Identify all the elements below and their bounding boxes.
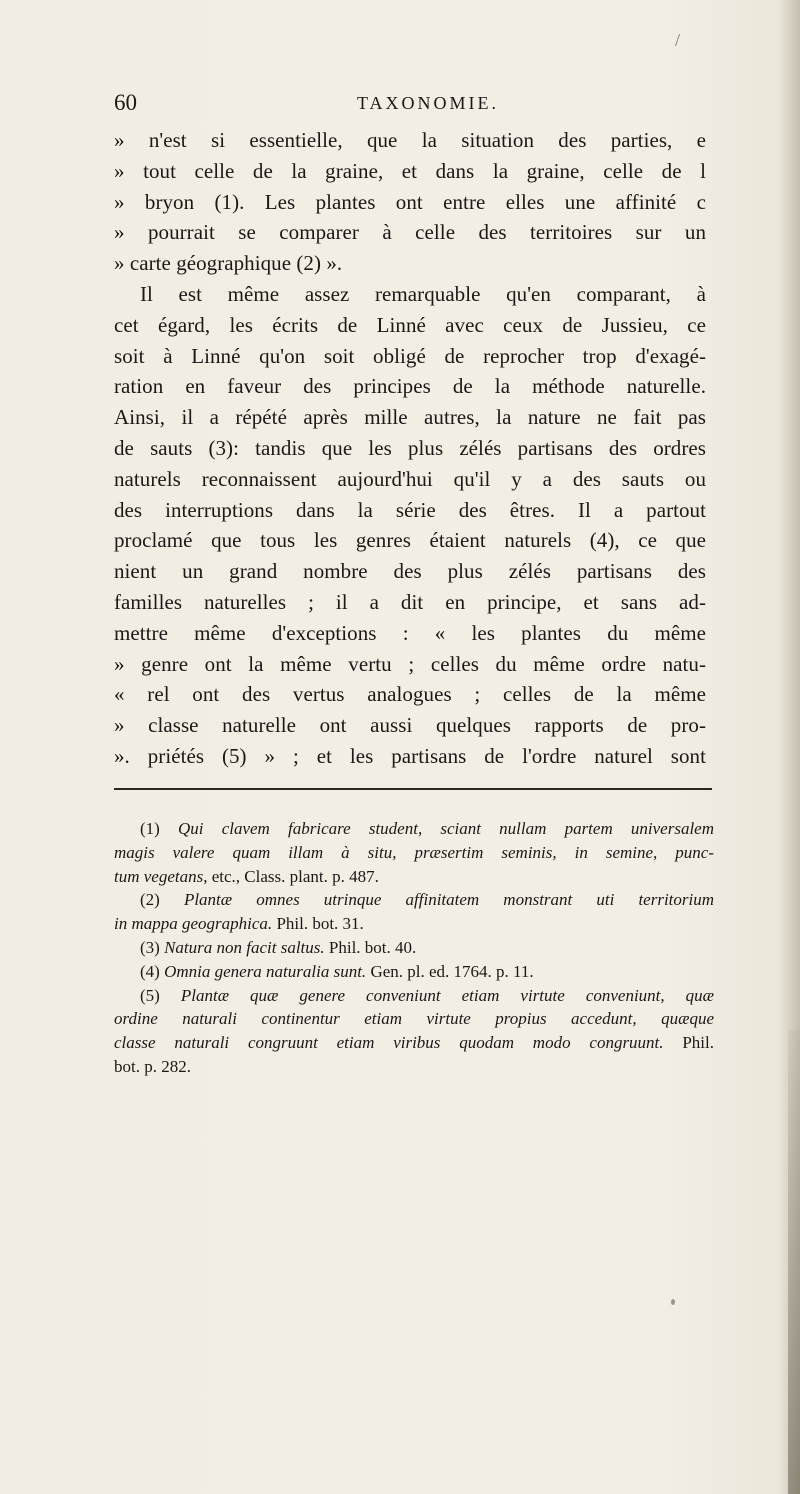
body-line: soit à Linné qu'on soit obligé de reprocher trop d'exagé- [114, 343, 706, 368]
footnote-latin: Qui clavem fabricare student, sciant nullam partem universalem [178, 819, 714, 838]
body-line: » carte géographique (2) ». [114, 251, 343, 276]
footnote-1-line [114, 865, 714, 889]
page-number: 60 [114, 90, 137, 115]
footnote-1-line [114, 841, 714, 865]
footnote-5-line [114, 1031, 714, 1055]
footnote-latin: Plantæ omnes utrinque affinitatem monstrant uti territorium [183, 890, 714, 910]
footnote-5-line [114, 984, 714, 1008]
footnote-5-line [114, 1055, 714, 1079]
body-line: familles naturelles ; il a dit en principe, et sans ad- [114, 589, 706, 614]
running-title: TAXONOMIE. [356, 93, 500, 113]
body-line: proclamé que tous les genres étaient naturels (4), ce que [114, 528, 706, 553]
page-edge-stain [788, 1030, 800, 1494]
footnote-latin: Plantæ quæ genere conveniunt etiam virtute conveniunt, quæ [180, 985, 714, 1005]
footnote-reference: Phil. [663, 1033, 714, 1053]
body-line: ». priétés (5) » ; et les partisans de l'ordre naturel sont [114, 743, 706, 768]
footnote-latin: Omnia genera naturalia sunt. [164, 961, 367, 981]
body-line: » classe naturelle ont aussi quelques rapports de pro- [114, 713, 706, 738]
footnote-reference: Phil. bot. 31. [272, 914, 364, 934]
footnote-latin: in mappa geographica. [114, 914, 273, 934]
footnote-reference: Phil. bot. 40. [324, 937, 417, 957]
body-line: naturels reconnaissent aujourd'hui qu'il y a des sauts ou [114, 466, 706, 491]
body-line: des interruptions dans la série des êtres. Il a partout [114, 497, 706, 522]
ink-speck [671, 1299, 675, 1305]
footnote-divider [114, 788, 712, 790]
page-corner-mark: / [675, 30, 681, 50]
footnote-mark: (3) [140, 937, 160, 957]
body-line: » genre ont la même vertu ; celles du même ordre natu- [114, 651, 706, 676]
footnote-reference: Gen. pl. ed. 1764. p. 11. [366, 961, 534, 981]
body-line: de sauts (3): tandis que les plus zélés partisans des ordres [114, 435, 706, 460]
footnotes [114, 817, 714, 1079]
body-line: » n'est si essentielle, que la situation des parties, e [114, 128, 706, 152]
footnote-latin: tum vegetans [114, 866, 204, 886]
body-line: cet égard, les écrits de Linné avec ceux de Jussieu, ce [114, 312, 706, 337]
footnote-5-line [114, 1007, 714, 1031]
footnote-mark: (1) [140, 819, 160, 838]
body-line: « rel ont des vertus analogues ; celles de la même [114, 682, 706, 707]
footnote-3-line [114, 936, 714, 960]
footnote-4-line [114, 960, 714, 984]
footnote-1-line [114, 817, 714, 841]
page-header [114, 86, 706, 120]
footnote-reference: , etc., Class. plant. p. 487. [203, 866, 379, 886]
body-line: Ainsi, il a répété après mille autres, la nature ne fait pas [114, 405, 706, 430]
footnote-2-line [114, 912, 714, 936]
body-line: ration en faveur des principes de la méthode naturelle. [114, 374, 706, 399]
footnote-latin: ordine naturali continentur etiam virtute propius accedunt, quæque [114, 1009, 714, 1029]
footnote-latin: magis valere quam illam à situ, præsertim seminis, in semine, punc- [114, 842, 714, 862]
body-line: » tout celle de la graine, et dans la graine, celle de l [114, 158, 706, 183]
body-line: mettre même d'exceptions : « les plantes du même [114, 620, 706, 645]
footnote-mark: (4) [140, 961, 160, 981]
footnote-mark: (5) [140, 985, 160, 1005]
body-line: nient un grand nombre des plus zélés partisans des [114, 559, 706, 584]
footnote-2-line [114, 888, 714, 912]
body-text [114, 125, 706, 772]
footnote-mark: (2) [140, 890, 160, 910]
footnote-latin: Natura non facit saltus. [164, 937, 325, 957]
body-line: » bryon (1). Les plantes ont entre elles une affinité c [114, 189, 706, 214]
body-line: » pourrait se comparer à celle des territoires sur un [114, 220, 706, 245]
body-line: Il est même assez remarquable qu'en comparant, à [140, 281, 706, 306]
footnote-latin: classe naturali congruunt etiam viribus quodam modo congruunt. [114, 1033, 664, 1053]
footnote-reference: bot. p. 282. [114, 1056, 191, 1076]
